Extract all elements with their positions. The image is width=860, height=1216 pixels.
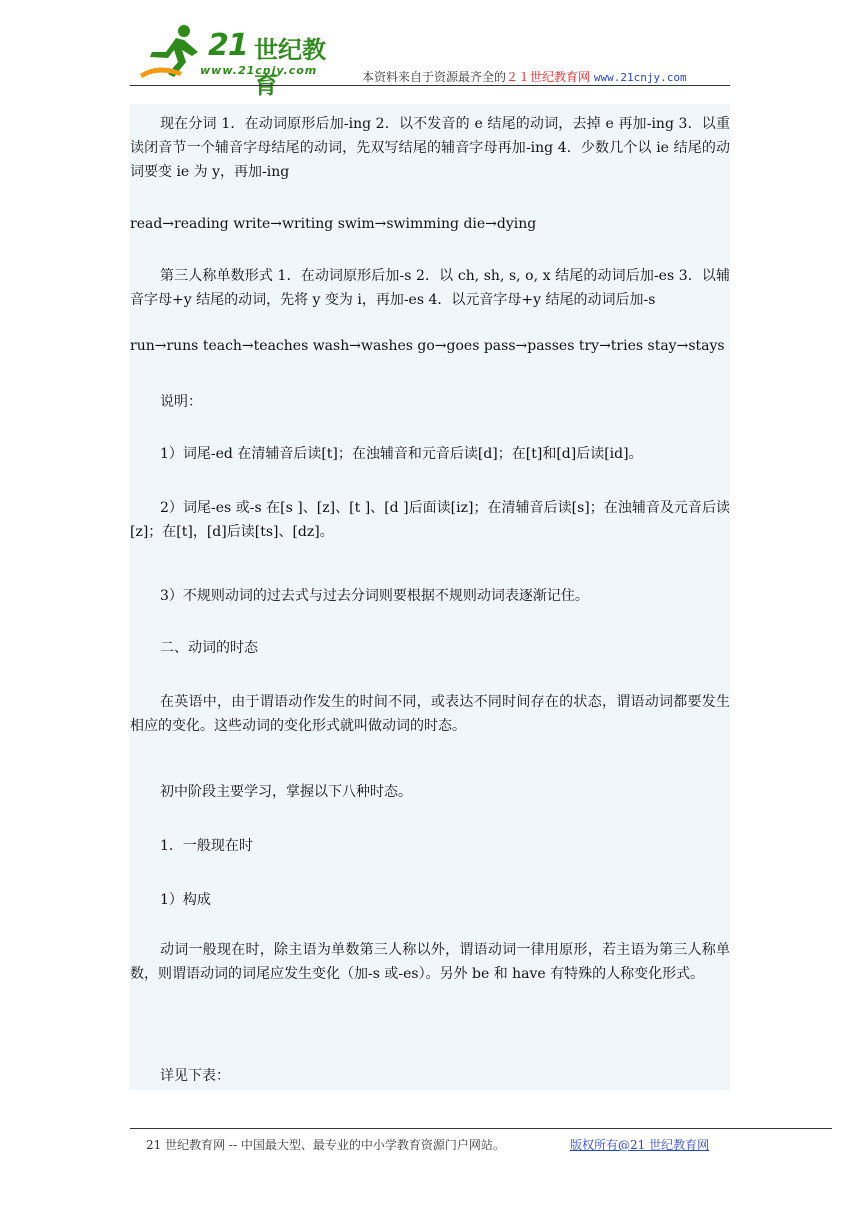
logo-brand: 世纪教育: [254, 36, 326, 99]
paragraph-eight-tenses: 初中阶段主要学习，掌握以下八种时态。: [160, 784, 412, 800]
footer-divider: [130, 1128, 832, 1129]
header-brand-link[interactable]: ２１世纪教育网: [506, 70, 591, 84]
header-url-link[interactable]: www.21cnjy.com: [593, 71, 687, 84]
header-text-before: 本资料来自于资源最齐全的: [362, 70, 507, 84]
paragraph-simple-present: 动词一般现在时，除主语为单数第三人称以外，谓语动词一律用原形，若主语为第三人称单数，则谓语动词的词尾应发生变化（加-s 或-es）。另外 be 和 have 有特殊的人称变化形式。: [130, 942, 730, 982]
note-item-1: 1）词尾-ed 在清辅音后读[t]；在浊辅音和元音后读[d]；在[t]和[d]后读[id]。: [160, 446, 643, 462]
heading-simple-present: 1．一般现在时: [160, 838, 253, 854]
examples-third-person: run→runs teach→teaches wash→washes go→goes pass→passes try→tries stay→stays: [130, 338, 725, 354]
paragraph-tense-intro: 在英语中，由于谓语动作发生的时间不同，或表达不同时间存在的状态，谓语动词都要发生相应的变化。这些动词的变化形式就叫做动词的时态。: [130, 694, 730, 734]
logo-number: 21: [208, 28, 248, 63]
paragraph-third-person: 第三人称单数形式 1．在动词原形后加-s 2．以 ch, sh, s, o, x 结尾的动词后加-es 3．以辅音字母+y 结尾的动词，先将 y 变为 i，再加-es 4．以元音字母+y 结尾的动词后加-s: [130, 268, 730, 308]
note-item-2: 2）词尾-es 或-s 在[s ]、[z]、[t ]、[d ]后面读[iz]；在清辅音后读[s]；在浊辅音及元音后读[z]；在[t]，[d]后读[ts]、[dz]。: [130, 500, 730, 540]
examples-present-participle: read→reading write→writing swim→swimming die→dying: [130, 216, 537, 232]
logo-url: www.21cnjy.com: [200, 64, 318, 77]
running-figure-icon: [138, 22, 208, 80]
paragraph-see-table: 详见下表：: [160, 1068, 230, 1084]
subheading-structure: 1）构成: [160, 892, 211, 908]
header-source-text: [362, 68, 687, 85]
site-logo[interactable]: [138, 22, 348, 99]
paragraph-present-participle: 现在分词 1．在动词原形后加-ing 2．以不发音的 e 结尾的动词，去掉 e 再加-ing 3．以重读闭音节一个辅音字母结尾的动词，先双写结尾的辅音字母再加-ing 4．少数几个以 ie 结尾的动词要变 ie 为 y，再加-ing: [130, 116, 730, 180]
header-divider: [130, 85, 730, 86]
page-header: [130, 18, 730, 99]
footer-copyright-link[interactable]: 版权所有@21 世纪教育网: [570, 1138, 710, 1152]
section-heading-tenses: 二、动词的时态: [160, 640, 258, 656]
document-body: [130, 104, 730, 1090]
note-title: 说明：: [160, 394, 202, 410]
note-item-3: 3）不规则动词的过去式与过去分词则要根据不规则动词表逐渐记住。: [160, 588, 589, 604]
footer-site-description: 21 世纪教育网 -- 中国最大型、最专业的中小学教育资源门户网站。: [146, 1138, 505, 1152]
